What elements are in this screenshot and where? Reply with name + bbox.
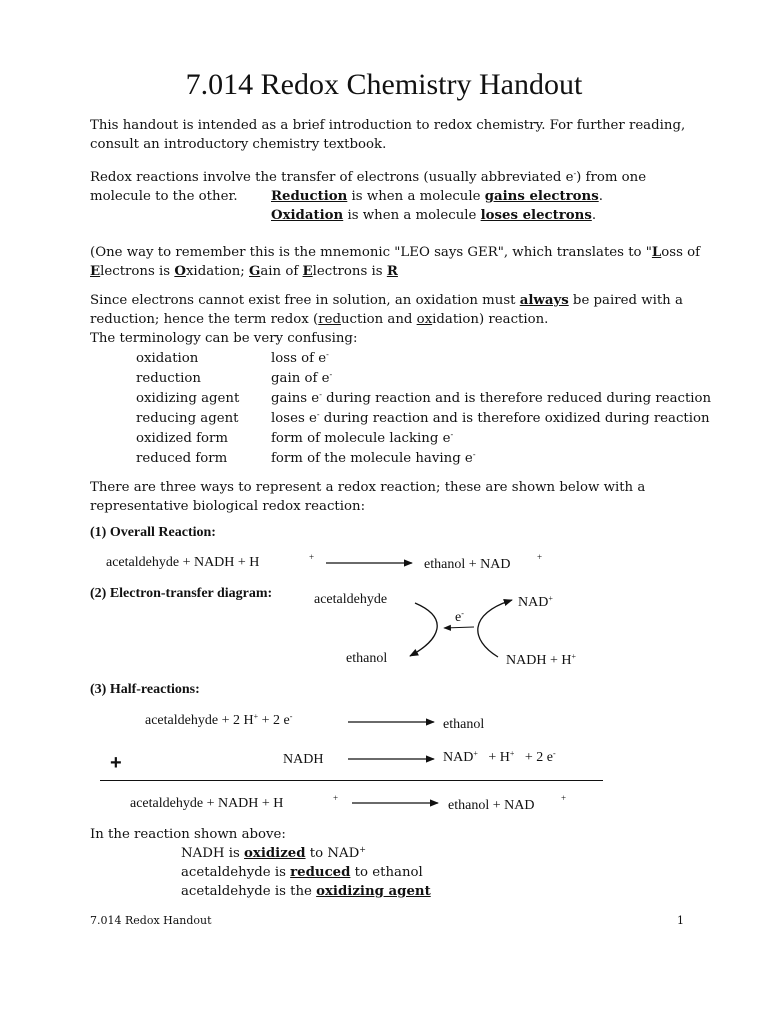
half-1-product: ethanol — [443, 717, 485, 732]
oxidation-definition: Oxidation is when a molecule loses electrons. — [271, 208, 597, 223]
et-nad: NAD+ — [518, 594, 553, 610]
term-definition: loss of e- — [271, 350, 329, 366]
shown-line-2: NADH is oxidized to NAD+ — [181, 845, 366, 861]
overall-products: ethanol + NAD — [424, 557, 511, 572]
overall-h-charge: + — [309, 552, 315, 562]
half-2-products: NAD+ + H+ + 2 e- — [443, 749, 556, 765]
et-electron-arrow — [444, 627, 474, 628]
mnemonic-line-1: (One way to remember this is the mnemonic "LEO says GER", which translates to "Loss of — [90, 245, 701, 260]
et-curve-left — [410, 603, 437, 656]
three-ways-line-2: representative biological redox reaction: — [90, 499, 366, 514]
redox-def-line-2: molecule to the other. — [90, 189, 238, 204]
overall-reactants: acetaldehyde + NADH + H — [106, 555, 260, 570]
redox-def-line-1: Redox reactions involve the transfer of electrons (usually abbreviated e-) from one — [90, 169, 647, 185]
page-title: 7.014 Redox Chemistry Handout — [185, 68, 583, 101]
three-ways-line-1: There are three ways to represent a redox reaction; these are shown below with a — [90, 480, 646, 495]
intro-line-1: This handout is intended as a brief introduction to redox chemistry. For further reading, — [90, 118, 686, 133]
et-acetaldehyde: acetaldehyde — [314, 592, 388, 607]
plus-sign: + — [110, 752, 122, 774]
et-electron: e- — [455, 609, 464, 625]
since-line-2: reduction; hence the term redox (reduction and oxidation) reaction. — [90, 312, 549, 327]
electron-transfer-heading: (2) Electron-transfer diagram: — [90, 586, 273, 601]
term-name: reducing agent — [136, 411, 239, 426]
term-name: oxidizing agent — [136, 391, 240, 406]
term-definition: gains e- during reaction and is therefore reduced during reaction — [271, 390, 712, 406]
term-definition: form of molecule lacking e- — [271, 430, 454, 446]
overall-nad-charge: + — [537, 552, 543, 562]
intro-line-2: consult an introductory chemistry textbook. — [90, 137, 387, 152]
mnemonic-line-2: Electrons is Oxidation; Gain of Electrons is R — [90, 264, 398, 279]
term-name: oxidation — [136, 351, 199, 366]
sum-products: ethanol + NAD — [448, 798, 535, 813]
page-number: 1 — [677, 914, 684, 927]
shown-line-1: In the reaction shown above: — [90, 827, 286, 842]
shown-line-4: acetaldehyde is the oxidizing agent — [181, 884, 431, 899]
half-1-reactants: acetaldehyde + 2 H+ + 2 e- — [145, 712, 293, 728]
term-definition: form of the molecule having e- — [271, 450, 476, 466]
et-curve-right — [478, 600, 512, 657]
term-name: oxidized form — [136, 431, 229, 446]
since-line-1: Since electrons cannot exist free in solution, an oxidation must always be paired with a — [90, 293, 683, 308]
sum-h-charge: + — [333, 793, 339, 803]
footer-title: 7.014 Redox Handout — [90, 914, 212, 927]
half-reactions-heading: (3) Half-reactions: — [90, 682, 200, 697]
et-nadh: NADH + H+ — [506, 652, 576, 668]
shown-line-3: acetaldehyde is reduced to ethanol — [181, 865, 423, 880]
et-ethanol: ethanol — [346, 651, 388, 666]
term-definition: gain of e- — [271, 370, 333, 386]
reduction-definition: Reduction is when a molecule gains electrons. — [271, 189, 603, 204]
sum-reactants: acetaldehyde + NADH + H — [130, 796, 284, 811]
term-definition: loses e- during reaction and is therefore oxidized during reaction — [271, 410, 710, 426]
overall-reaction-heading: (1) Overall Reaction: — [90, 525, 216, 540]
since-line-3: The terminology can be very confusing: — [90, 331, 358, 346]
sum-nad-charge: + — [561, 793, 567, 803]
term-name: reduction — [136, 371, 201, 386]
half-2-reactant: NADH — [283, 752, 324, 767]
term-name: reduced form — [136, 451, 228, 466]
